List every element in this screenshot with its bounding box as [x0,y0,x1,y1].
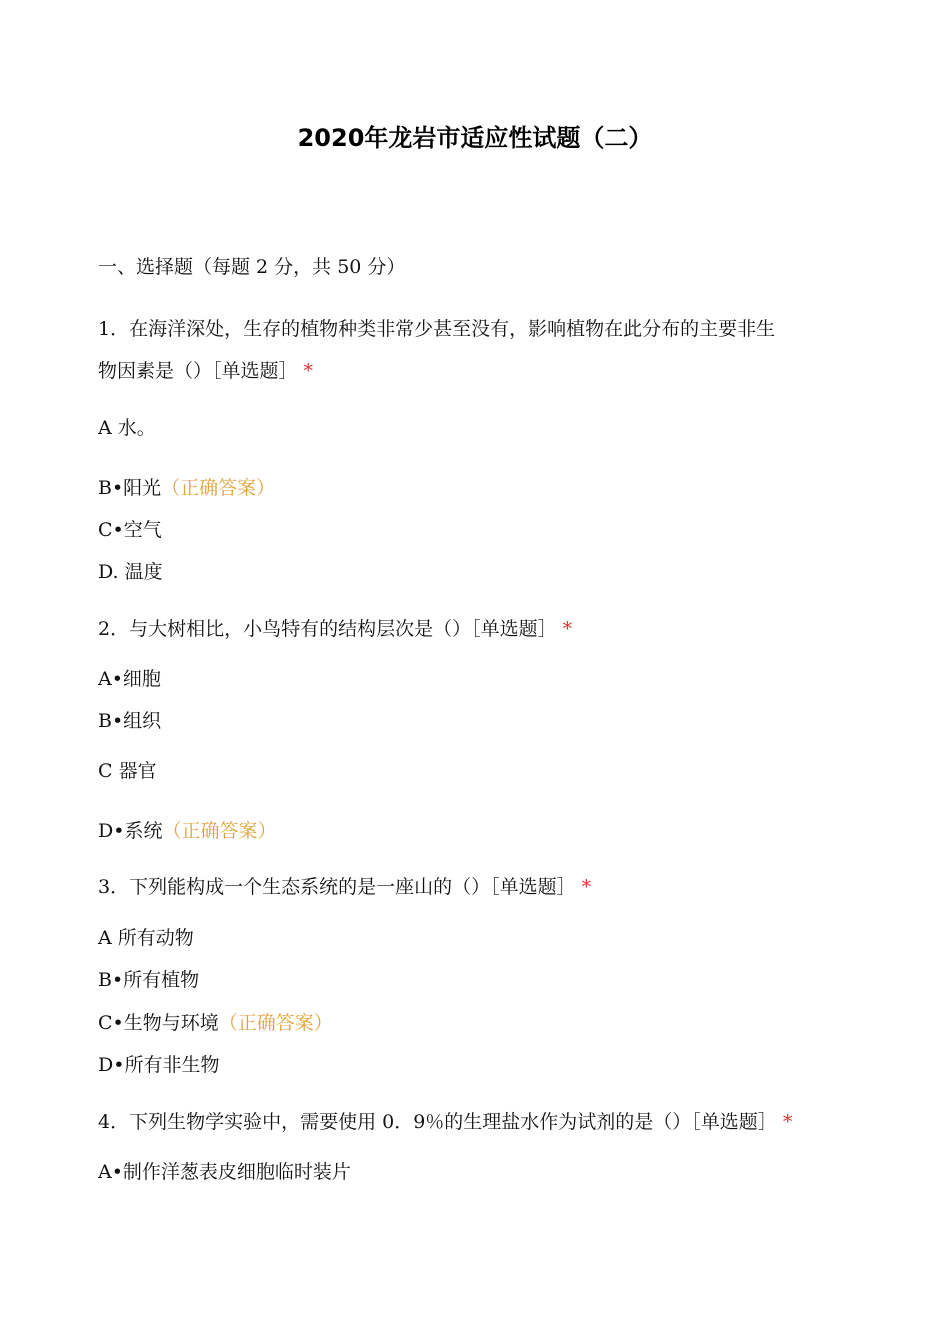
question-2-option-a: A•细胞 [98,668,161,690]
question-3-option-c [98,1010,333,1036]
section-heading: 一、选择题（每题 2 分，共 50 分） [98,256,406,278]
question-3-stem: 3．下列能构成一个生态系统的是一座山的（）［单选题］ [98,876,576,898]
question-4-text [98,1109,792,1135]
required-star: * [562,618,573,640]
required-star: * [581,876,592,898]
question-3-option-b: B•所有植物 [98,969,200,991]
correct-answer-tag: （正确答案） [218,1012,333,1034]
question-2-option-c: C 器官 [98,760,157,782]
correct-answer-tag: （正确答案） [161,477,276,499]
question-2-option-d [98,818,276,844]
question-1-option-c: C•空气 [98,519,162,541]
option-label: C•生物与环境 [98,1012,219,1034]
question-1-stem-end: 物因素是（）［单选题］ [98,360,298,382]
page-title: 2020年龙岩市适应性试题（二） [297,124,653,152]
question-1-text-line2 [98,358,313,384]
question-1-text-line1: 1．在海洋深处，生存的植物种类非常少甚至没有，影响植物在此分布的主要非生 [98,318,776,340]
question-4-option-a: A•制作洋葱表皮细胞临时装片 [98,1161,351,1183]
question-3-option-d: D•所有非生物 [98,1054,220,1076]
question-1-option-b [98,475,275,501]
correct-answer-tag: （正确答案） [162,820,277,842]
option-label: D•系统 [98,820,163,842]
question-4-stem: 4．下列生物学实验中，需要使用 0．9％的生理盐水作为试剂的是（）［单选题］ [98,1111,777,1133]
question-2-text [98,616,572,642]
required-star: * [303,360,314,382]
question-1-option-d: D. 温度 [98,561,163,583]
question-1-option-a: A 水。 [98,417,156,439]
question-2-option-b: B•组织 [98,710,162,732]
option-label: B•阳光 [98,477,162,499]
question-3-text [98,874,591,900]
required-star: * [782,1111,793,1133]
question-2-stem: 2．与大树相比，小鸟特有的结构层次是（）［单选题］ [98,618,557,640]
question-3-option-a: A 所有动物 [98,927,194,949]
